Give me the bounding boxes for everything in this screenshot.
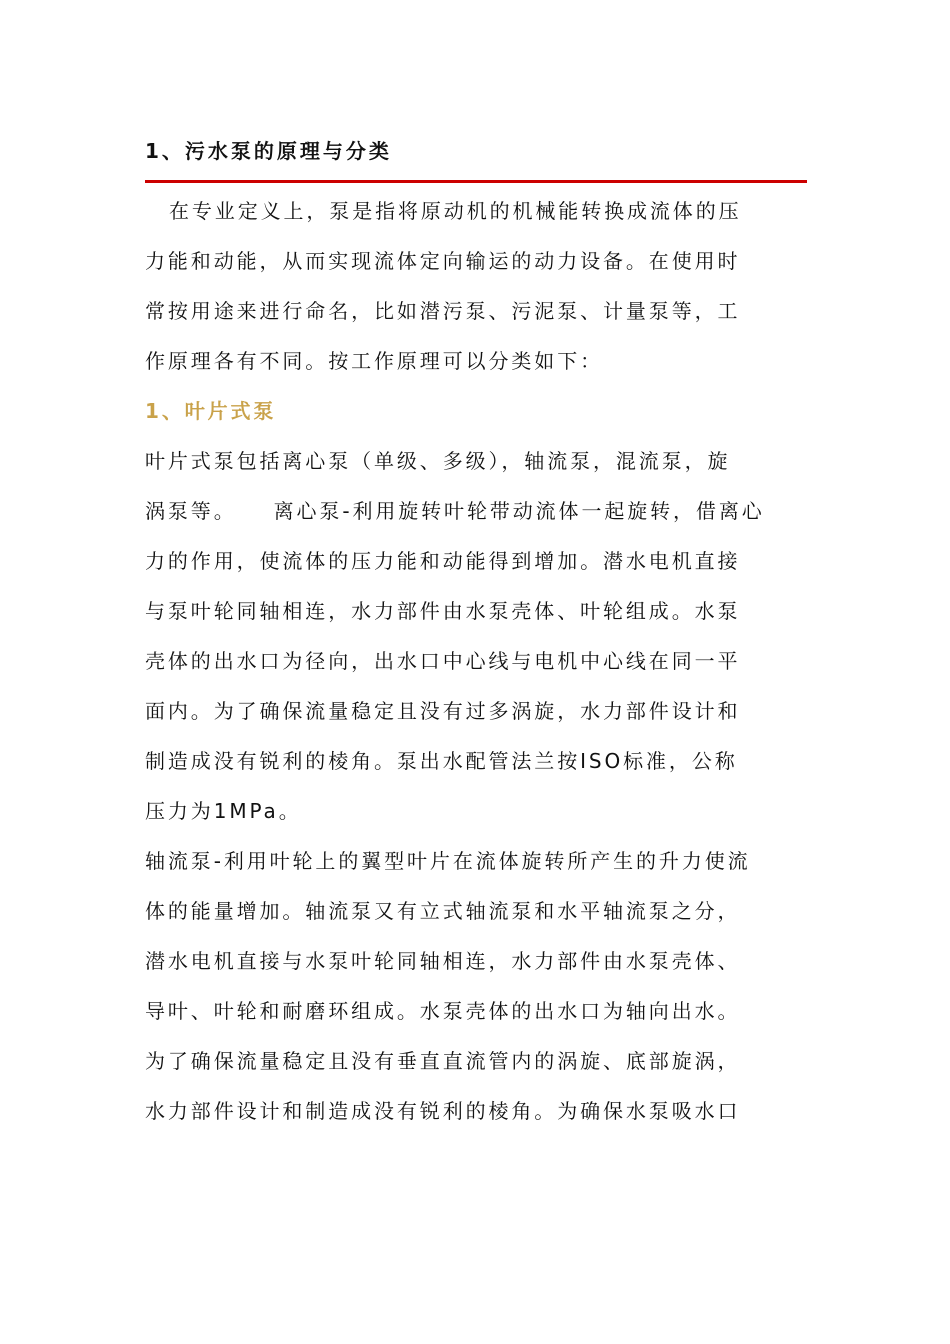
text-line: 压力为1MPa。: [145, 799, 302, 823]
text-line: 面内。为了确保流量稳定且没有过多涡旋，水力部件设计和: [145, 699, 741, 723]
text-line: 体的能量增加。轴流泵又有立式轴流泵和水平轴流泵之分，: [145, 899, 741, 923]
text-line: 水力部件设计和制造成没有锐利的棱角。为确保水泵吸水口: [145, 1099, 741, 1123]
section-title: 1、污水泵的原理与分类: [145, 139, 392, 163]
text-line: 力的作用，使流体的压力能和动能得到增加。潜水电机直接: [145, 549, 741, 573]
text-line: 为了确保流量稳定且没有垂直直流管内的涡旋、底部旋涡，: [145, 1049, 741, 1073]
text-line: 在专业定义上，泵是指将原动机的机械能转换成流体的压: [169, 199, 742, 223]
text-line: 力能和动能，从而实现流体定向输运的动力设备。在使用时: [145, 249, 741, 273]
text-line: 叶片式泵包括离心泵（单级、多级），轴流泵，混流泵，旋: [145, 449, 731, 473]
text-line: 导叶、叶轮和耐磨环组成。水泵壳体的出水口为轴向出水。: [145, 999, 741, 1023]
text-line: 潜水电机直接与水泵叶轮同轴相连，水力部件由水泵壳体、: [145, 949, 741, 973]
text-line: 常按用途来进行命名，比如潜污泵、污泥泵、计量泵等，工: [145, 299, 741, 323]
text-line: 作原理各有不同。按工作原理可以分类如下：: [145, 349, 603, 373]
text-line: 涡泵等。 离心泵-利用旋转叶轮带动流体一起旋转，借离心: [145, 499, 765, 523]
title-underline-rule: [145, 180, 807, 183]
text-line: 轴流泵-利用叶轮上的翼型叶片在流体旋转所产生的升力使流: [145, 849, 751, 873]
text-line: 与泵叶轮同轴相连，水力部件由水泵壳体、叶轮组成。水泵: [145, 599, 741, 623]
text-line: 制造成没有锐利的棱角。泵出水配管法兰按ISO标准，公称: [145, 749, 738, 773]
subheading-vane-pump: 1、叶片式泵: [145, 399, 277, 423]
body-text: [145, 186, 807, 1136]
text-line: 壳体的出水口为径向，出水口中心线与电机中心线在同一平: [145, 649, 741, 673]
